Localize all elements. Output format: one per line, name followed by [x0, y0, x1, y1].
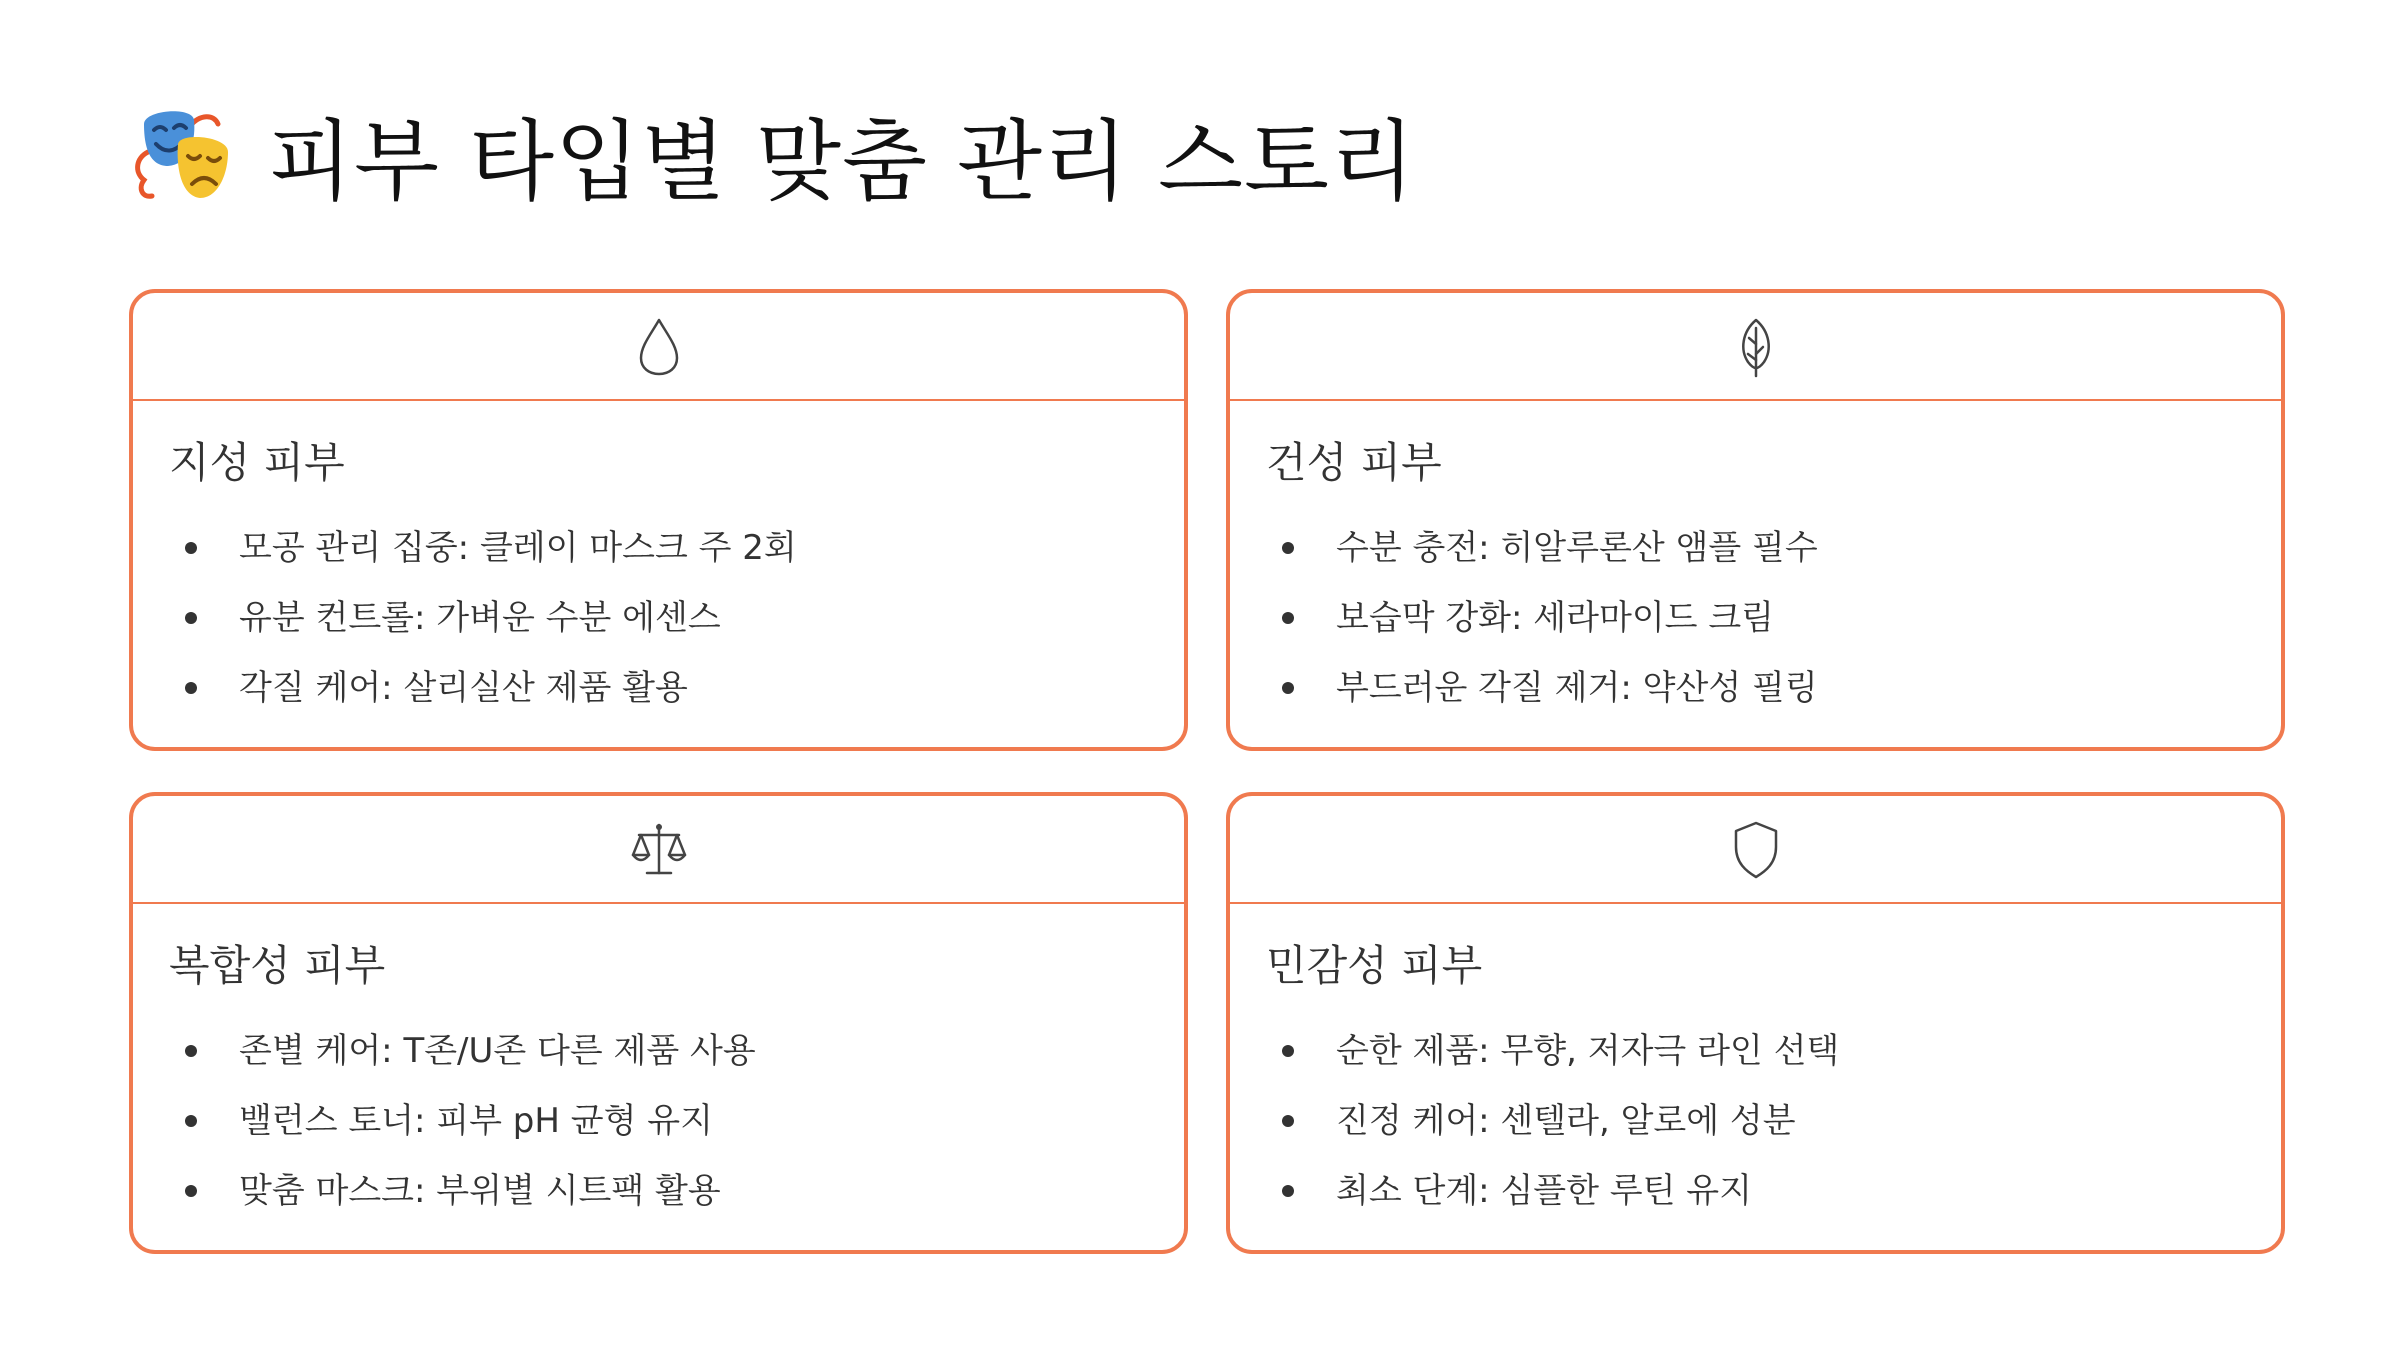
card-icon-header — [133, 796, 1184, 904]
bullet — [1282, 542, 1294, 554]
bullet — [1282, 1115, 1294, 1127]
page-title: 피부 타입별 맞춤 관리 스토리 — [268, 110, 1416, 213]
card-title: 민감성 피부 — [1266, 941, 1483, 990]
bullet — [1282, 612, 1294, 624]
list-item: 보습막 강화: 세라마이드 크림 — [1266, 583, 2281, 653]
bullet — [1282, 682, 1294, 694]
bullet — [1282, 1045, 1294, 1057]
skin-card-dry — [1226, 289, 2285, 751]
card-title: 복합성 피부 — [169, 941, 386, 990]
list-item: 각질 케어: 살리실산 제품 활용 — [169, 653, 1184, 723]
bullet — [185, 542, 197, 554]
card-list — [169, 513, 1184, 723]
water-drop-icon — [633, 314, 685, 378]
card-list — [1266, 513, 2281, 723]
shield-icon — [1730, 817, 1782, 881]
list-item: 모공 관리 집중: 클레이 마스크 주 2회 — [169, 513, 1184, 583]
list-item: 존별 케어: T존/U존 다른 제품 사용 — [169, 1016, 1184, 1086]
bullet — [1282, 1185, 1294, 1197]
list-item: 유분 컨트롤: 가벼운 수분 에센스 — [169, 583, 1184, 653]
card-icon-header — [133, 293, 1184, 401]
page-header — [130, 95, 1416, 215]
card-icon-header — [1230, 796, 2281, 904]
theater-masks-icon — [130, 100, 240, 210]
balance-scale-icon — [629, 817, 689, 881]
leaf-icon — [1730, 314, 1782, 378]
card-title: 건성 피부 — [1266, 438, 1442, 487]
card-list — [169, 1016, 1184, 1226]
bullet — [185, 1115, 197, 1127]
skin-card-oily — [129, 289, 1188, 751]
list-item: 밸런스 토너: 피부 pH 균형 유지 — [169, 1086, 1184, 1156]
skin-card-sensitive — [1226, 792, 2285, 1254]
list-item: 순한 제품: 무향, 저자극 라인 선택 — [1266, 1016, 2281, 1086]
list-item: 수분 충전: 히알루론산 앰플 필수 — [1266, 513, 2281, 583]
card-icon-header — [1230, 293, 2281, 401]
bullet — [185, 682, 197, 694]
card-title: 지성 피부 — [169, 438, 345, 487]
bullet — [185, 612, 197, 624]
card-list — [1266, 1016, 2281, 1226]
list-item: 맞춤 마스크: 부위별 시트팩 활용 — [169, 1156, 1184, 1226]
list-item: 진정 케어: 센텔라, 알로에 성분 — [1266, 1086, 2281, 1156]
list-item: 최소 단계: 심플한 루틴 유지 — [1266, 1156, 2281, 1226]
bullet — [185, 1185, 197, 1197]
list-item: 부드러운 각질 제거: 약산성 필링 — [1266, 653, 2281, 723]
skin-card-combination — [129, 792, 1188, 1254]
bullet — [185, 1045, 197, 1057]
